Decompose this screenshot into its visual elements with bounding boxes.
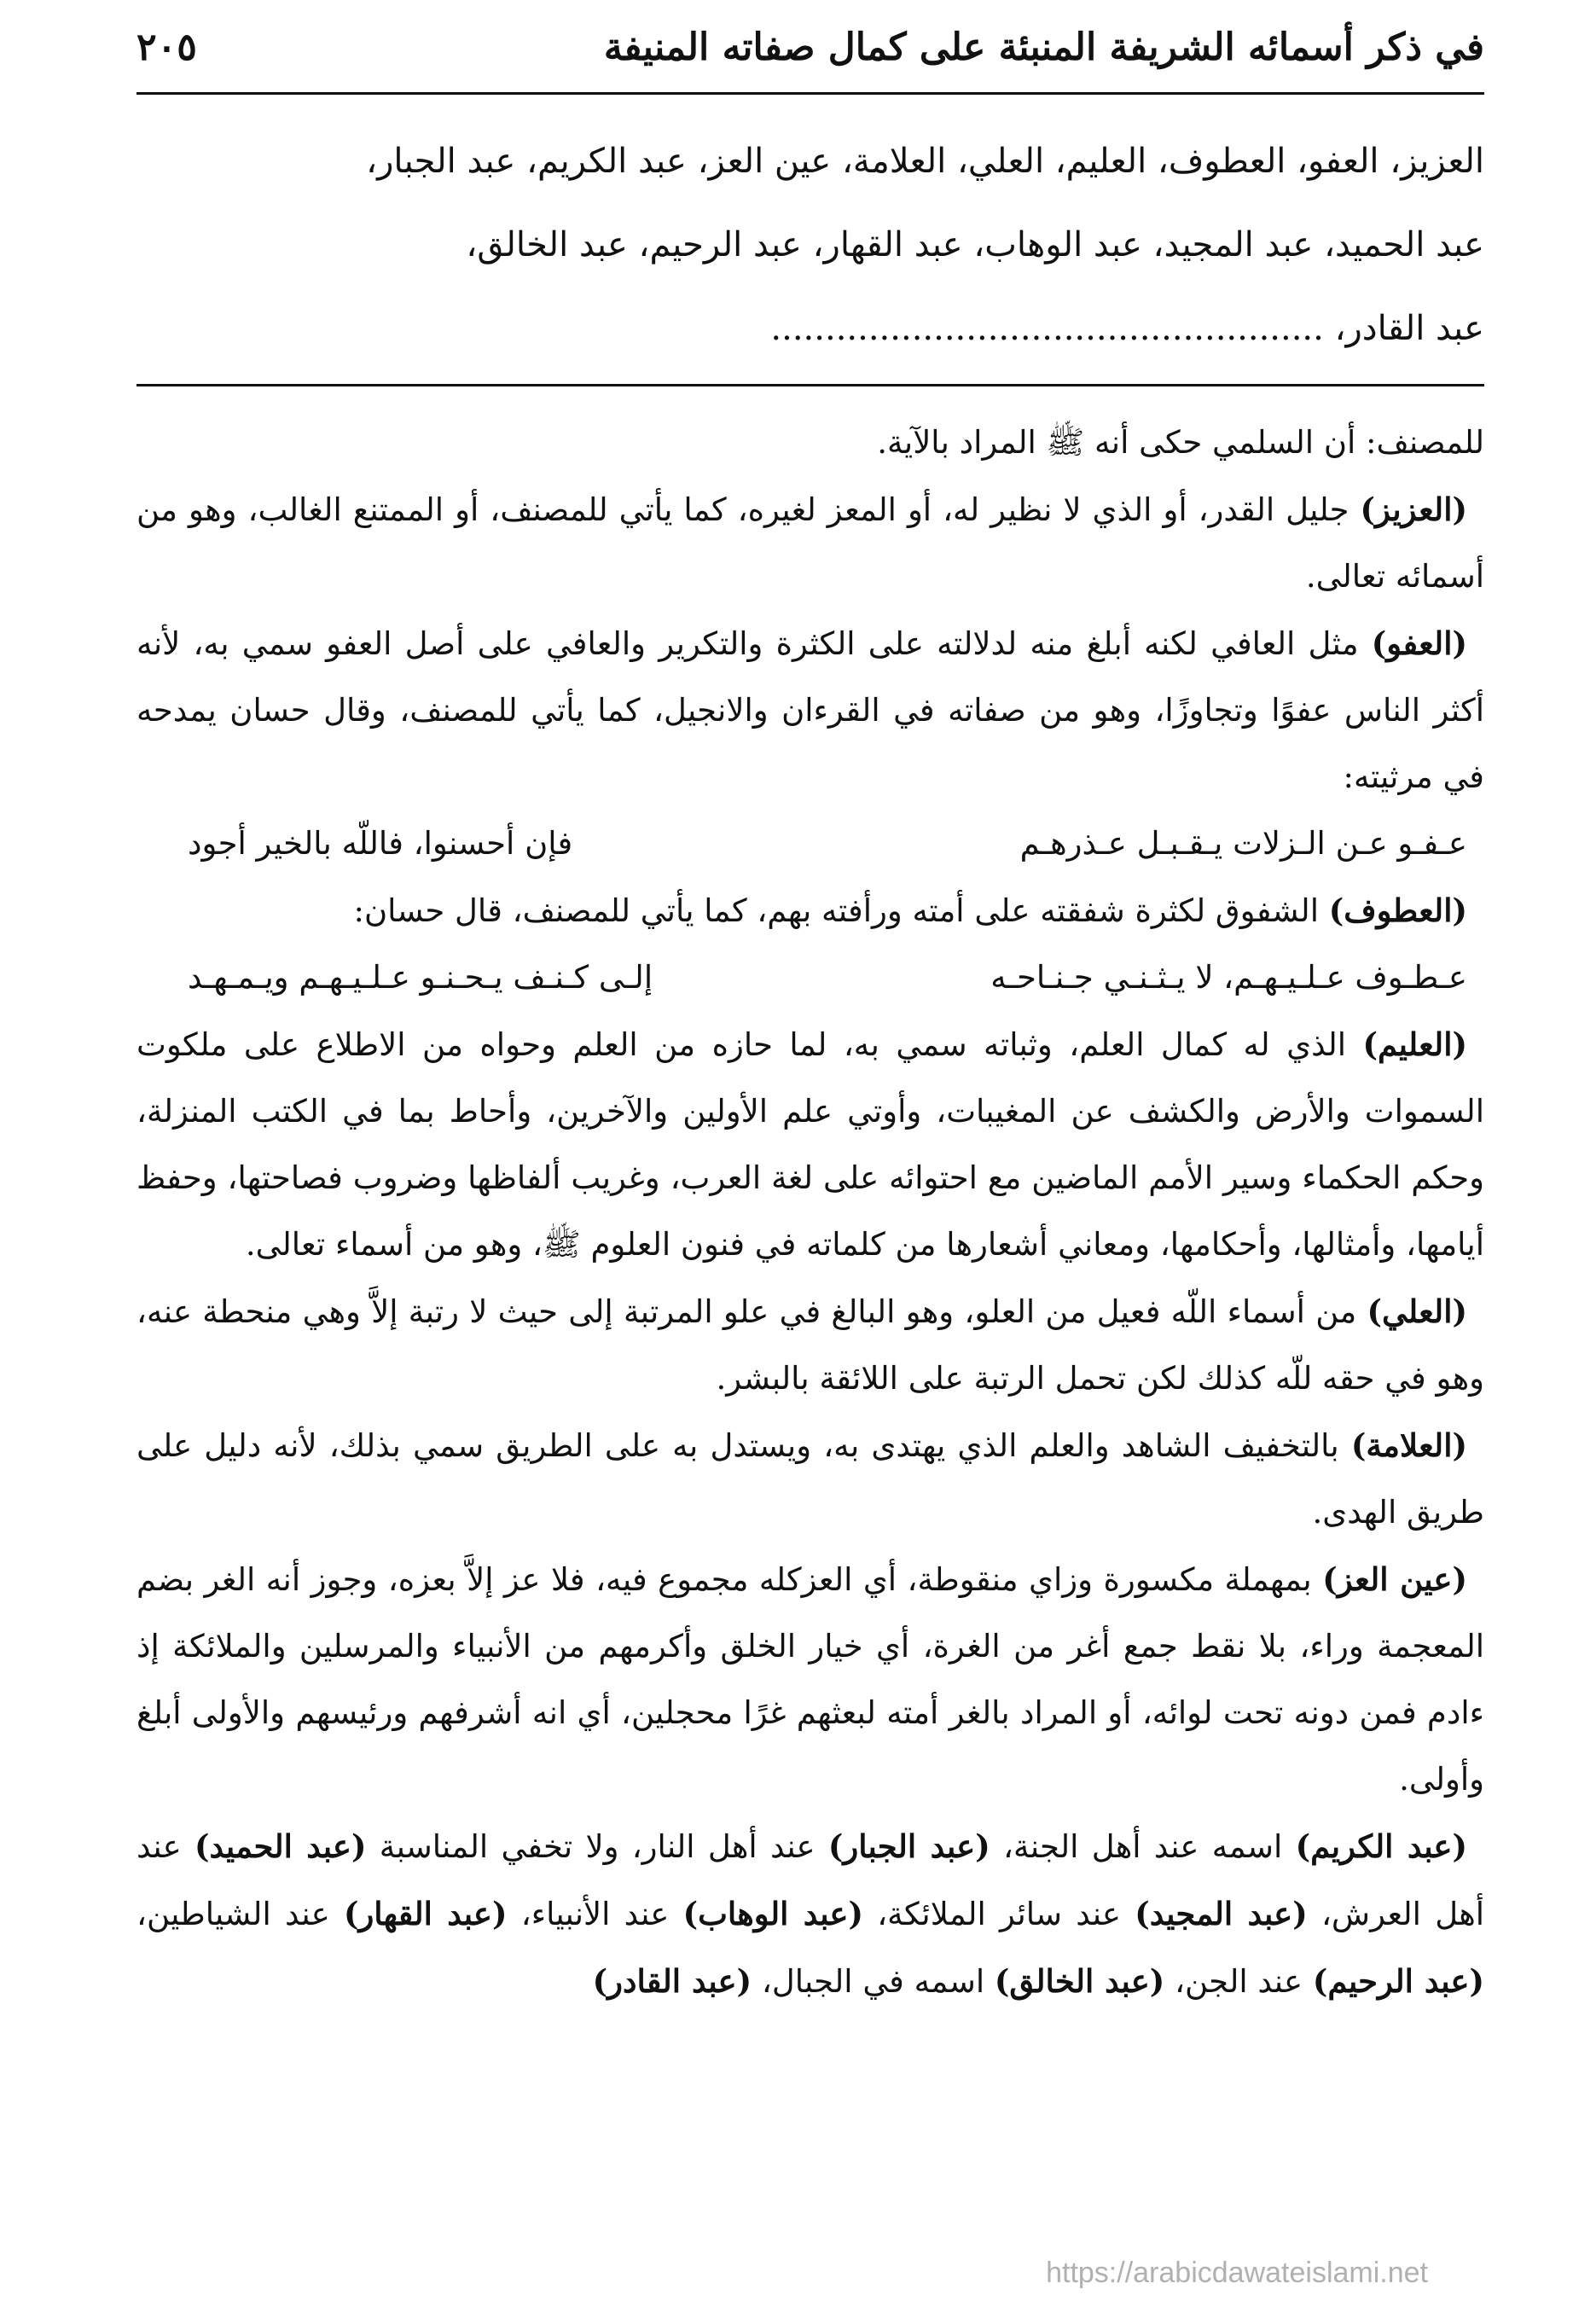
commentary-paragraph <box>136 1412 1484 1546</box>
entry-text: عند الشياطين، <box>136 1896 344 1932</box>
header-title: في ذكر أسمائه الشريفة المنبئة على كمال صفاته المنيفة <box>603 25 1484 69</box>
verse-first-hemistich: عـطـوف عـلـيـهـم، لا يـثـنـي جـنـاحـه <box>990 959 1467 996</box>
entry-term: (العليم) <box>1362 1025 1467 1063</box>
poetry-verse <box>136 810 1484 877</box>
names-line: عبد القادر، ................................................... <box>770 309 1484 348</box>
commentary-paragraph <box>136 1813 1484 2015</box>
commentary-paragraph <box>136 476 1484 610</box>
entry-term: (العطوف) <box>1328 892 1467 929</box>
book-page <box>136 0 1484 2324</box>
verse-second-hemistich: إلـى كـنـف يـحـنـو عـلـيـهـم ويـمـهـد <box>188 959 653 996</box>
entry-term: (العلامة) <box>1350 1426 1467 1464</box>
commentary-paragraph <box>136 877 1484 944</box>
names-text-block <box>136 119 1484 370</box>
header-divider <box>136 92 1484 95</box>
running-header <box>136 9 1484 85</box>
entry-term: (عين العز) <box>1322 1560 1467 1598</box>
commentary-paragraph: للمصنف: أن السلمي حكى أنه ﷺ المراد بالآية. <box>877 424 1484 461</box>
page-number: ٢٠٥ <box>136 25 197 69</box>
entry-text: اسمه في الجبال، <box>752 1963 995 2000</box>
verse-first-hemistich: عـفـو عـن الـزلات يـقـبـل عـذرهـم <box>1019 825 1467 862</box>
commentary-body <box>136 410 1484 2015</box>
entry-term: (عبد الوهاب) <box>682 1895 863 1932</box>
entry-term: (عبد الرحيم) <box>1312 1962 1484 2000</box>
entry-text: بالتخفيف الشاهد والعلم الذي يهتدى به، ويستدل به على الطريق سمي بذلك، لأنه دليل على طريق الهدى. <box>136 1427 1484 1531</box>
entry-term: (العفو) <box>1371 625 1467 662</box>
entry-text: عند سائر الملائكة، <box>862 1896 1135 1932</box>
entry-term: (عبد الحميد) <box>194 1827 367 1865</box>
verse-second-hemistich: فإن أحسنوا، فاللّه بالخير أجود <box>188 825 573 862</box>
entry-term: (عبد المجيد) <box>1135 1895 1308 1932</box>
names-line: العزيز، العفو، العطوف، العليم، العلي، العلامة، عين العز، عبد الكريم، عبد الجبار، <box>366 142 1484 181</box>
entry-text: عند الأنبياء، <box>507 1896 683 1932</box>
names-line: عبد الحميد، عبد المجيد، عبد الوهاب، عبد القهار، عبد الرحيم، عبد الخالق، <box>466 225 1484 264</box>
commentary-paragraph <box>136 1278 1484 1412</box>
entry-text: عند الجن، <box>1164 1963 1313 2000</box>
entry-text: من أسماء اللّه فعيل من العلو، وهو البالغ في علو المرتبة إلى حيث لا رتبة إلاَّ وهي منحطة عنه، وهو في حقه للّه كذلك لكن تحمل الرتبة على اللائقة بالبشر. <box>136 1293 1484 1397</box>
watermark-url: https://arabicdawateislami.net <box>1046 2257 1428 2289</box>
entry-term: (عبد القادر) <box>592 1962 752 2000</box>
entry-text: عند أهل النار، ولا تخفي المناسبة <box>366 1828 828 1865</box>
entry-text: عند أهل العرش، <box>136 1828 1485 1932</box>
commentary-paragraph <box>136 610 1484 810</box>
poetry-verse <box>136 944 1484 1011</box>
entry-text: الشفوق لكثرة شفقته على أمته ورأفته بهم، كما يأتي للمصنف، قال حسان: <box>353 892 1329 929</box>
entry-term: (عبد الكريم) <box>1295 1827 1467 1865</box>
entry-text: اسمه عند أهل الجنة، <box>990 1828 1296 1865</box>
commentary-paragraph <box>136 1011 1484 1278</box>
entry-term: (العزيز) <box>1360 491 1467 528</box>
entry-text: مثل العافي لكنه أبلغ منه لدلالته على الكثرة والتكرير والعافي على أصل العفو سمي به، لأنه أكثر الناس عفوًا وتجاوزًا، وهو من صفاته في القرءان والانجيل، كما يأتي للمصنف، وقال حسان يمدحه في مرثيته: <box>136 625 1484 795</box>
commentary-paragraph <box>136 1546 1484 1813</box>
entry-term: (عبد الجبار) <box>827 1827 990 1865</box>
entry-term: (عبد الخالق) <box>994 1962 1165 2000</box>
entry-term: (العلي) <box>1367 1293 1467 1330</box>
text-commentary-divider <box>136 384 1484 386</box>
entry-text: بمهملة مكسورة وزاي منقوطة، أي العزكله مجموع فيه، فلا عز إلاَّ بعزه، وجوز أنه الغر بضم المعجمة وراء، بلا نقط جمع أغر من الغرة، أي خيار الخلق وأكرمهم من الأنبياء والمرسلين والملائكة إذ ءادم فمن دونه تحت لوائه، أو المراد بالغر أمته لبعثهم غرًا محجلين، أي انه أشرفهم ورئيسهم والأولى أبلغ وأولى. <box>136 1561 1484 1798</box>
entry-term: (عبد القهار) <box>343 1895 508 1932</box>
entry-text: جليل القدر، أو الذي لا نظير له، أو المعز لغيره، كما يأتي للمصنف، أو الممتنع الغالب، وهو من أسمائه تعالى. <box>136 491 1484 595</box>
entry-text: الذي له كمال العلم، وثباته سمي به، لما حازه من العلم وحواه من الاطلاع على ملكوت السموات والأرض والكشف عن المغيبات، وأوتي علم الأولين والآخرين، وأحاط بما في الكتب المنزلة، وحكم الحكماء وسير الأمم الماضين مع احتوائه على لغة العرب، وغريب ألفاظها وضروب فصاحتها، وحفظ أيامها، وأمثالها، وأحكامها، ومعاني أشعارها من كلماته في فنون العلوم ﷺ، وهو من أسماء تعالى. <box>136 1026 1484 1263</box>
